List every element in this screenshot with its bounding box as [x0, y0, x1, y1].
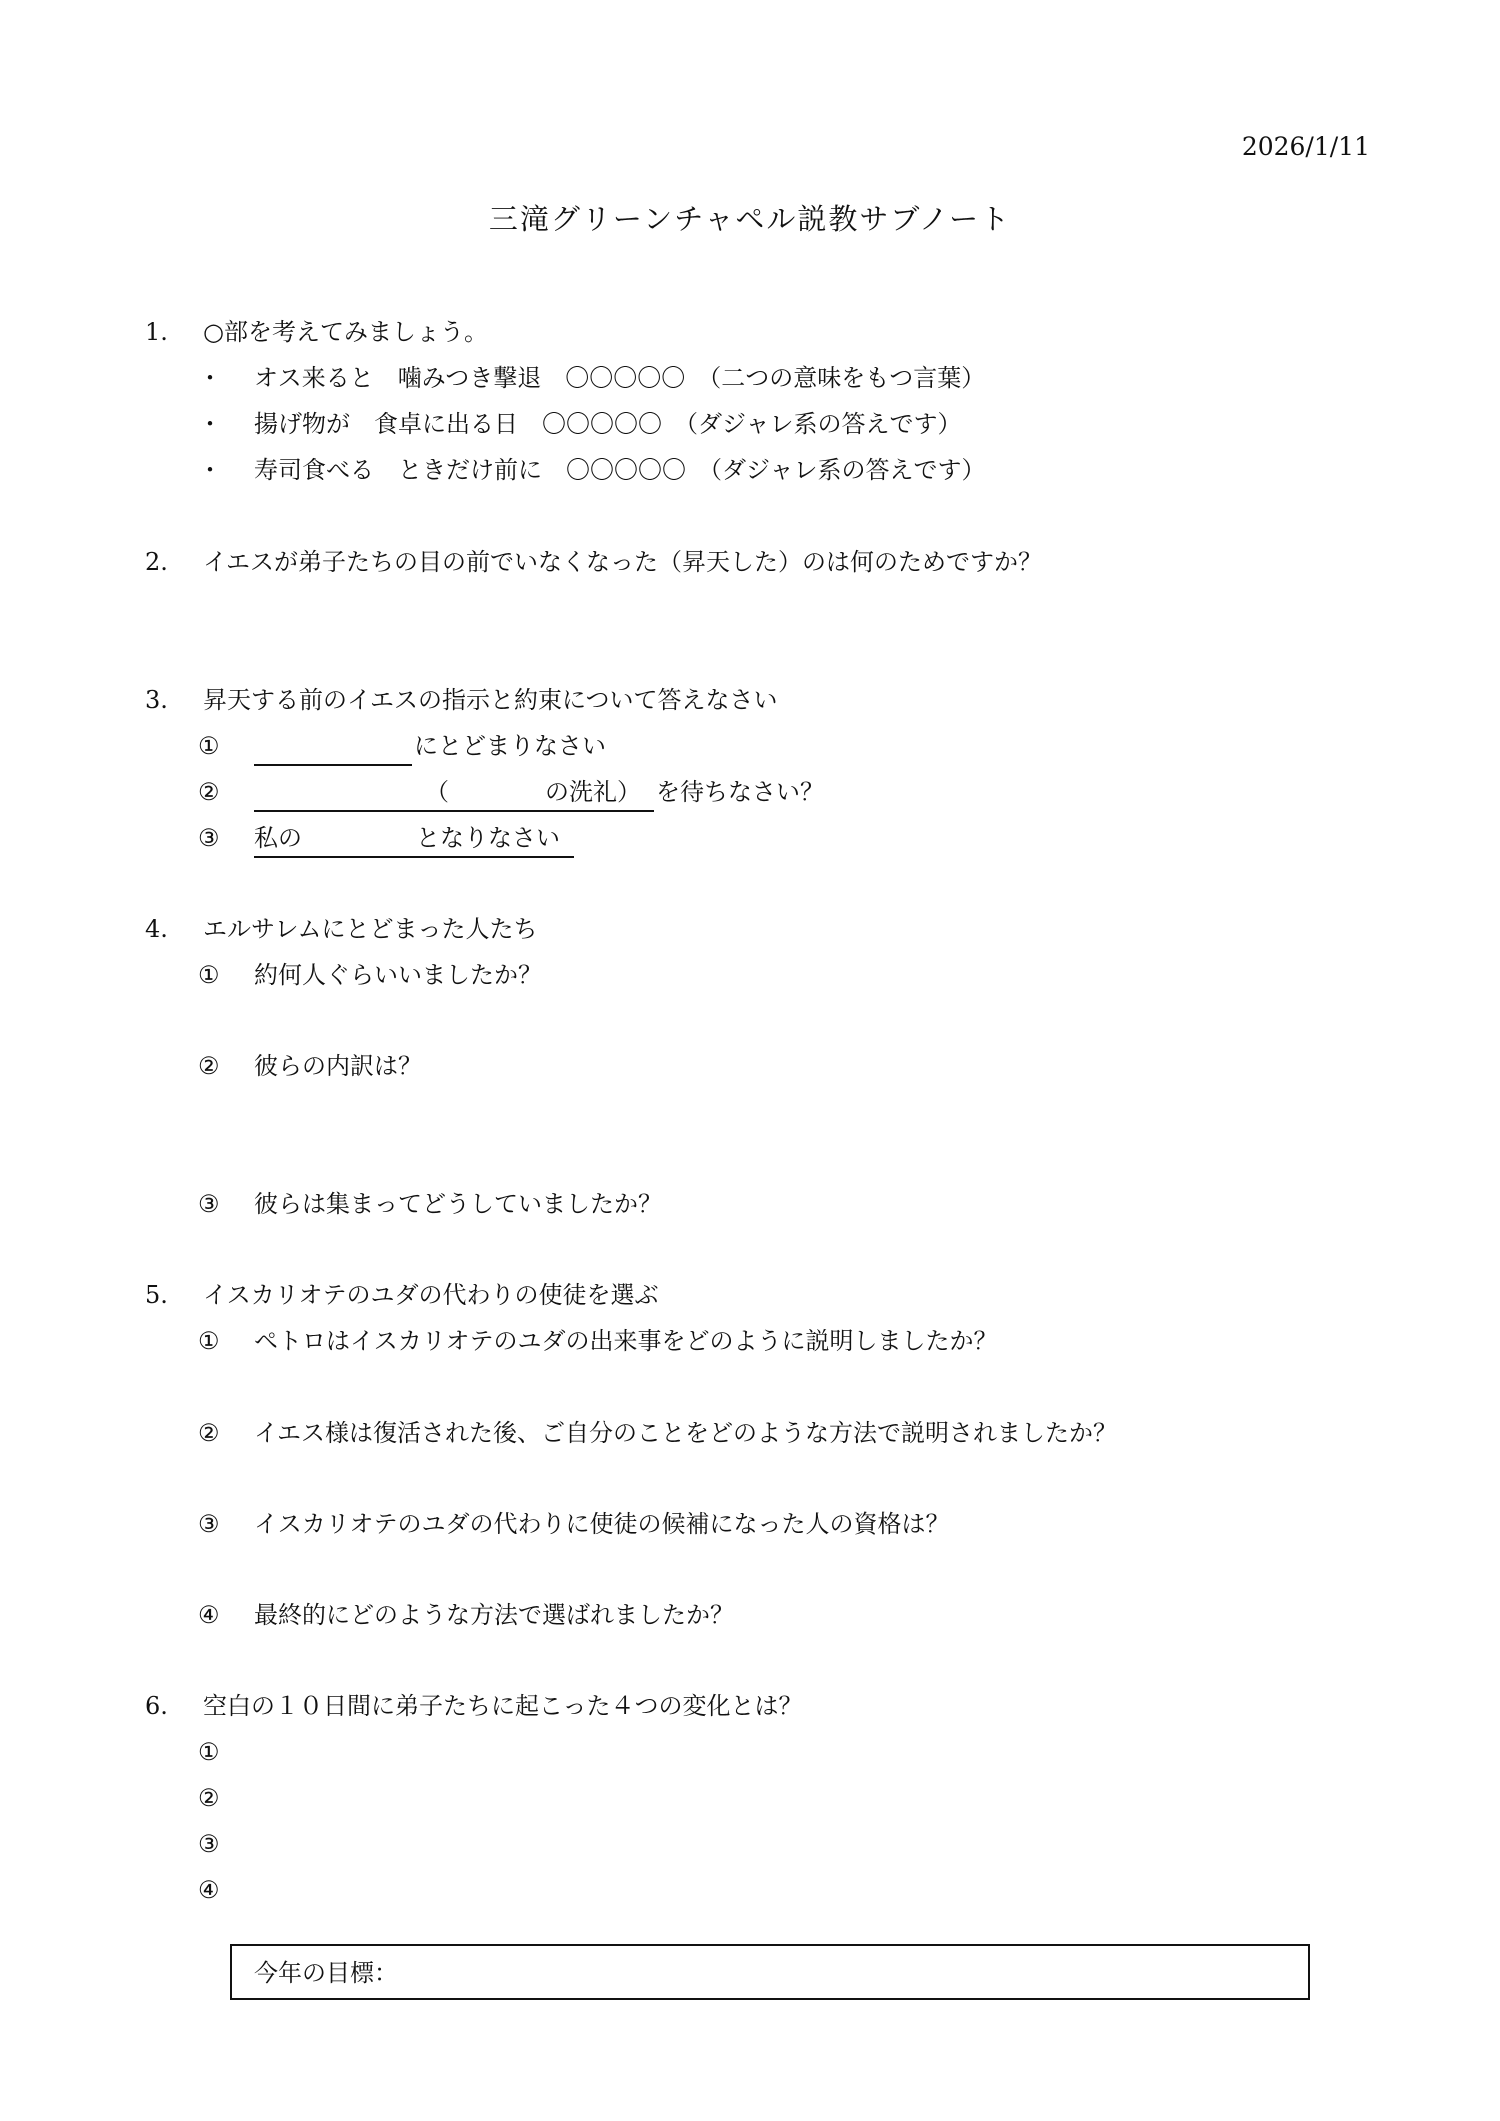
- q5-number: 5.: [145, 1281, 168, 1309]
- q3-item-2-paren: （: [425, 778, 449, 806]
- document-date: 2026/1/11: [1241, 132, 1370, 161]
- q1-item-3: 寿司食べる ときだけ前に 〇〇〇〇〇 （ダジャレ系の答えです）: [254, 456, 986, 484]
- q1-text: ○部を考えてみましょう。: [203, 318, 488, 346]
- q3-item-2-middle: の洗礼）: [545, 778, 641, 806]
- q3-item-2-marker: ②: [198, 778, 220, 806]
- q1-number: 1.: [145, 318, 168, 346]
- q4-number: 4.: [145, 915, 168, 943]
- q1-bullet: ・: [198, 410, 222, 438]
- q3-item-1-blank[interactable]: [254, 764, 412, 766]
- q5-text: イスカリオテのユダの代わりの使徒を選ぶ: [203, 1281, 659, 1309]
- q3-text: 昇天する前のイエスの指示と約束について答えなさい: [203, 686, 778, 714]
- q3-item-3-blank[interactable]: [254, 856, 574, 858]
- q5-item-4-marker: ④: [198, 1601, 220, 1629]
- q5-item-1-marker: ①: [198, 1327, 220, 1355]
- q6-item-2-marker: ②: [198, 1784, 220, 1812]
- q2-text: イエスが弟子たちの目の前でいなくなった（昇天した）のは何のためですか？: [203, 548, 1043, 576]
- q5-item-2-marker: ②: [198, 1419, 220, 1447]
- document-title: 三滝グリーンチャペル説教サブノート: [488, 202, 1012, 236]
- q6-text: 空白の１０日間に弟子たちに起こった４つの変化とは？: [203, 1692, 803, 1720]
- q6-item-1-marker: ①: [198, 1738, 220, 1766]
- q4-item-3-text: 彼らは集まってどうしていましたか？: [254, 1190, 662, 1218]
- q3-item-1-text: にとどまりなさい: [414, 732, 606, 760]
- q6-item-4-marker: ④: [198, 1876, 220, 1904]
- q4-item-3-marker: ③: [198, 1190, 220, 1218]
- q3-item-1-marker: ①: [198, 732, 220, 760]
- q2-number: 2.: [145, 548, 168, 576]
- q1-item-1: オス来ると 噛みつき撃退 〇〇〇〇〇 （二つの意味をもつ言葉）: [254, 364, 986, 392]
- q3-item-2-text: を待ちなさい？: [656, 778, 824, 806]
- q4-item-2-text: 彼らの内訳は？: [254, 1052, 422, 1080]
- q1-bullet: ・: [198, 364, 222, 392]
- q1-bullet: ・: [198, 456, 222, 484]
- q3-item-3-marker: ③: [198, 824, 220, 852]
- goal-label: 今年の目標：: [254, 1959, 398, 1987]
- q3-number: 3.: [145, 686, 168, 714]
- q1-item-2: 揚げ物が 食卓に出る日 〇〇〇〇〇 （ダジャレ系の答えです）: [254, 410, 962, 438]
- q4-item-2-marker: ②: [198, 1052, 220, 1080]
- q5-item-2-text: イエス様は復活された後、ご自分のことをどのような方法で説明されましたか？: [254, 1419, 1118, 1447]
- q5-item-3-marker: ③: [198, 1510, 220, 1538]
- q3-item-3-text: となりなさい: [416, 824, 560, 852]
- q6-number: 6.: [145, 1692, 168, 1720]
- q5-item-3-text: イスカリオテのユダの代わりに使徒の候補になった人の資格は？: [254, 1510, 950, 1538]
- q4-item-1-marker: ①: [198, 961, 220, 989]
- q5-item-1-text: ペトロはイスカリオテのユダの出来事をどのように説明しましたか？: [254, 1327, 998, 1355]
- q4-item-1-text: 約何人ぐらいいましたか？: [254, 961, 542, 989]
- q3-item-2-blank[interactable]: [254, 810, 654, 812]
- q6-item-3-marker: ③: [198, 1830, 220, 1858]
- q4-text: エルサレムにとどまった人たち: [203, 915, 538, 943]
- q3-item-3-prefix: 私の: [254, 824, 302, 852]
- q5-item-4-text: 最終的にどのような方法で選ばれましたか？: [254, 1601, 734, 1629]
- goal-box[interactable]: [230, 1944, 1310, 2000]
